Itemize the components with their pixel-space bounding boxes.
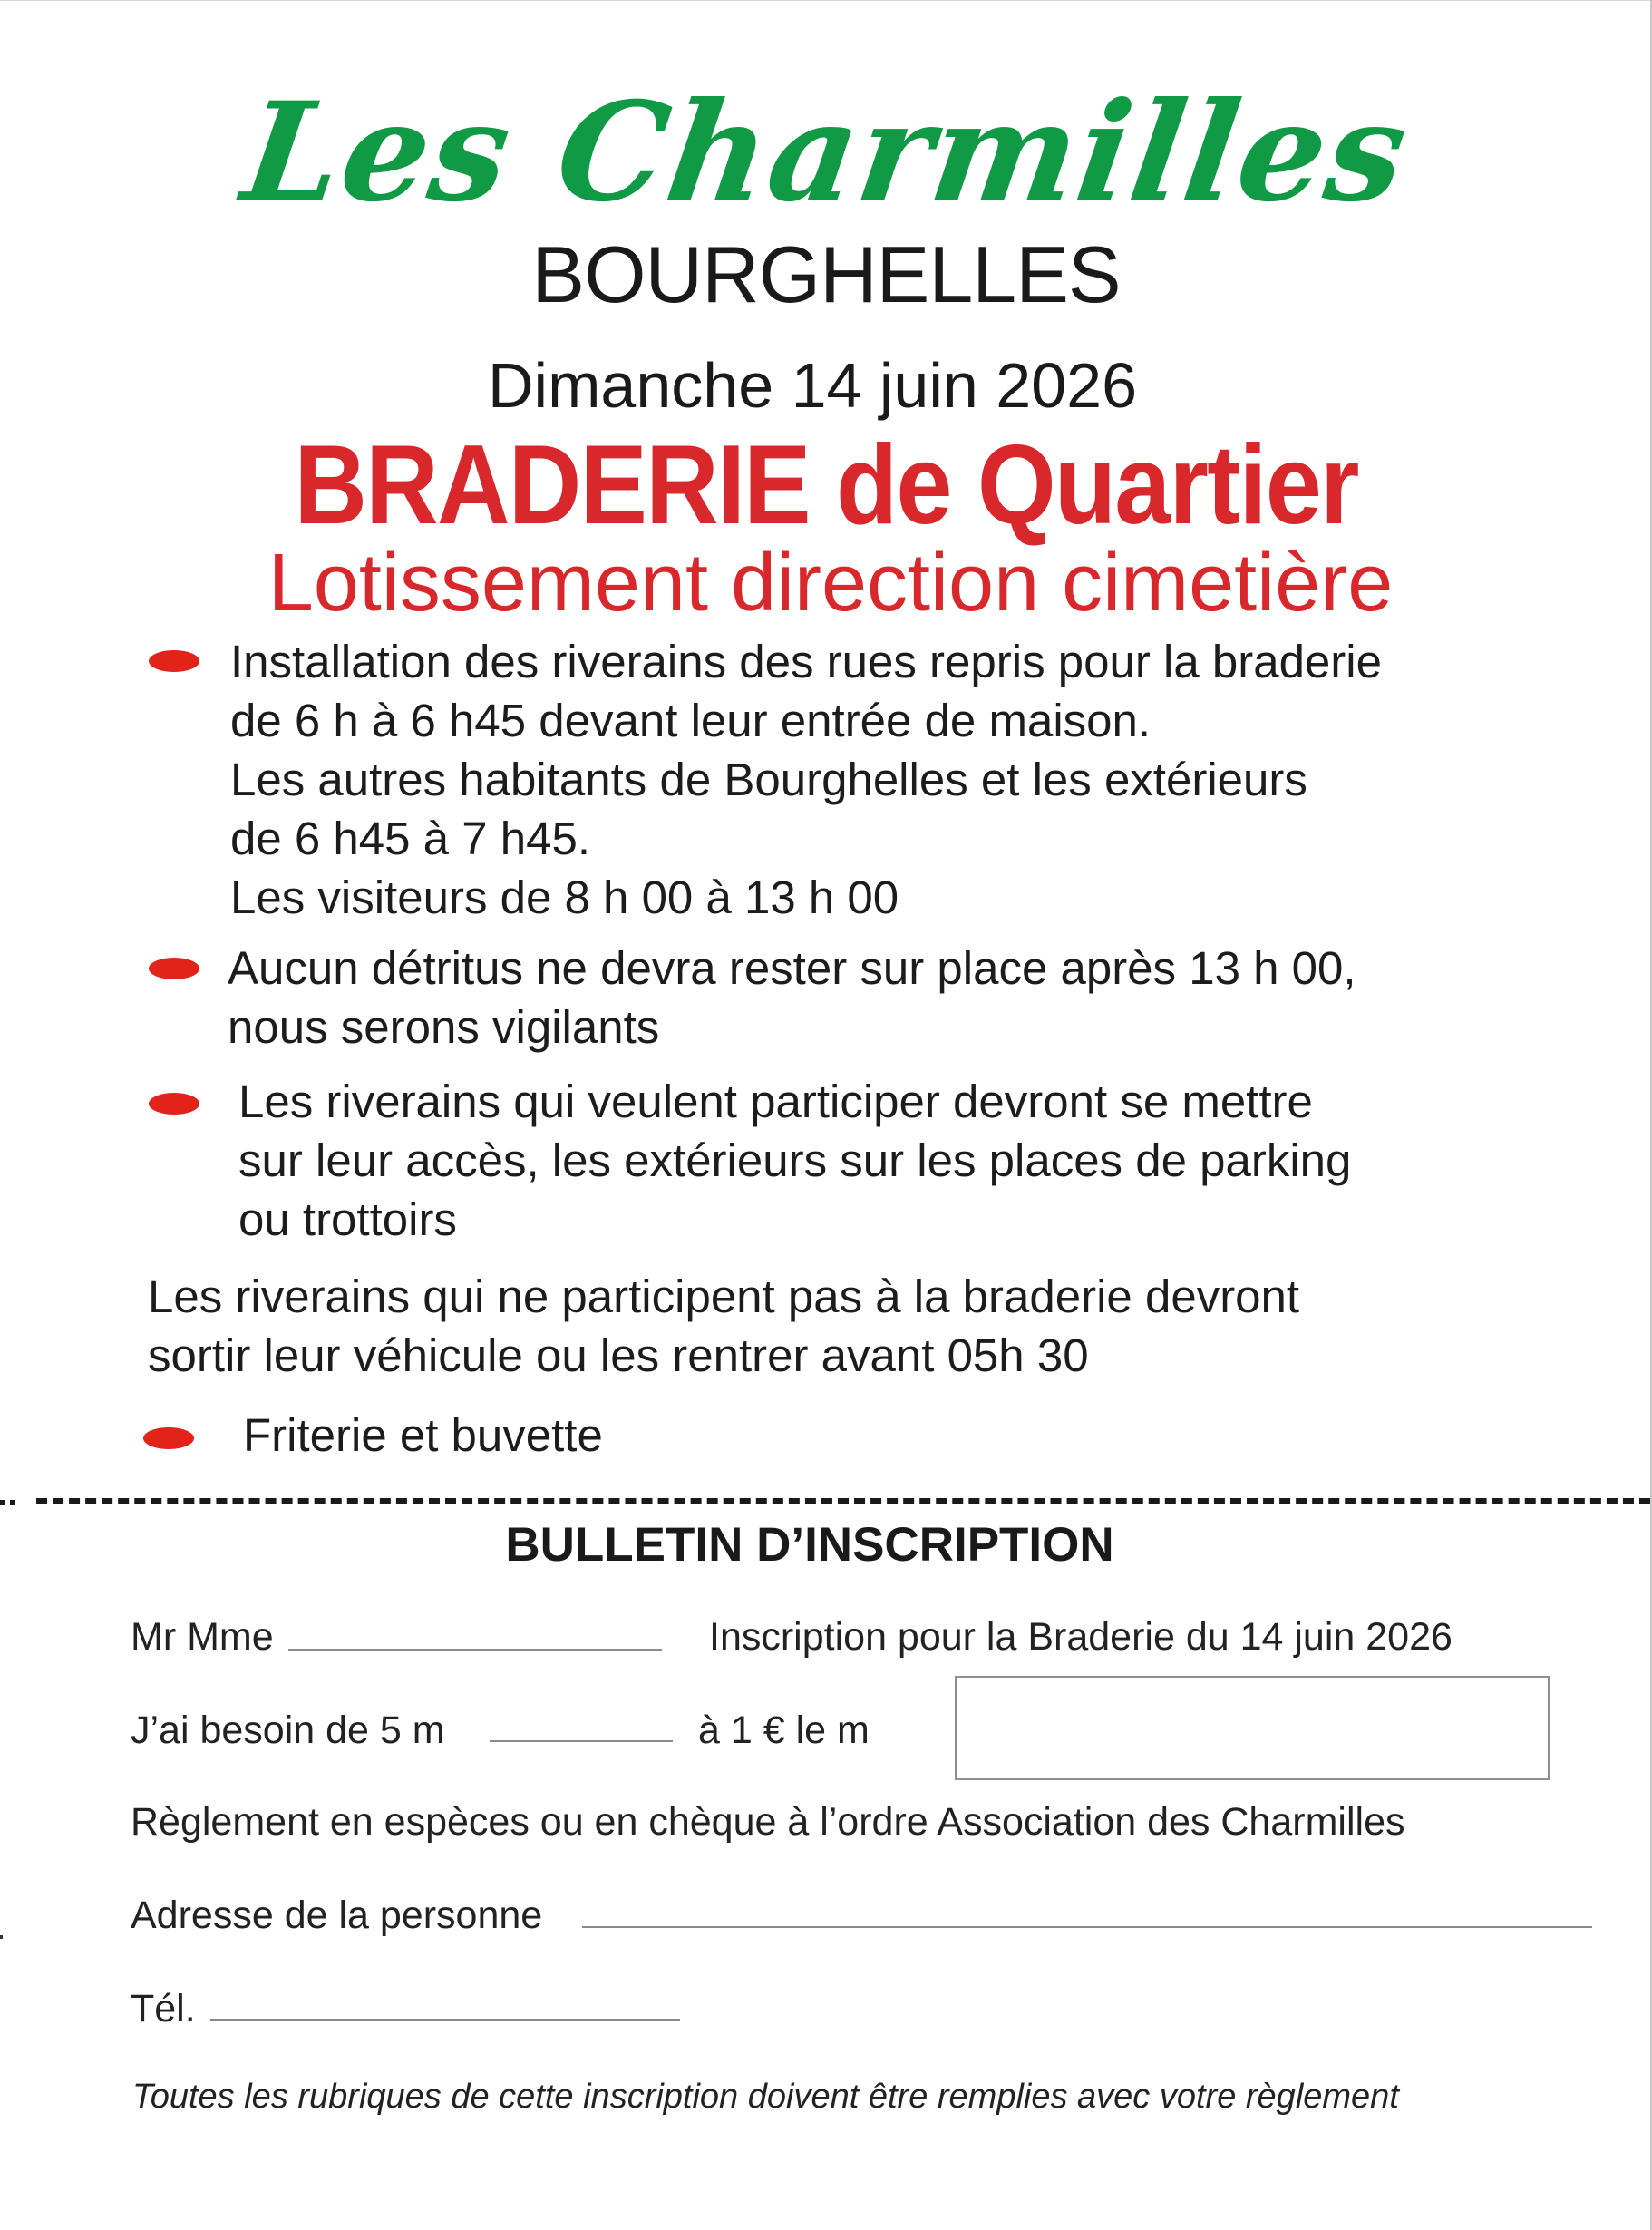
amount-box[interactable] [955,1676,1550,1780]
info-line: nous serons vigilants [228,1001,660,1053]
meters-field[interactable] [490,1740,673,1742]
price-label: à 1 € le m [698,1709,870,1752]
bullet-dot-icon [149,958,199,979]
bullet-dot-icon [143,1427,194,1449]
inscription-text: Inscription pour la Braderie du 14 juin 2026 [709,1615,1453,1659]
info-paragraph-line: Les riverains qui ne participent pas à la braderie devront [148,1271,1300,1322]
cut-line-start [0,1500,16,1505]
name-label: Mr Mme [131,1615,274,1659]
address-field[interactable] [582,1926,1592,1928]
info-line: Aucun détritus ne devra rester sur place après 13 h 00, [228,942,1356,994]
name-field[interactable] [288,1649,662,1651]
info-line: Friterie et buvette [243,1409,603,1461]
event-date: Dimanche 14 juin 2026 [487,350,1138,421]
town-name: BOURGHELLES [531,229,1121,319]
info-line: Les autres habitants de Bourghelles et les extérieurs [230,754,1307,805]
payment-text: Règlement en espèces ou en chèque à l’ordre Association des Charmilles [131,1800,1405,1844]
event-location: Lotissement direction cimetière [267,538,1394,628]
margin-mark [0,1935,3,1939]
event-headline: BRADERIE de Quartier [294,423,1358,548]
need-label: J’ai besoin de 5 m [131,1709,445,1752]
bullet-dot-icon [149,650,199,672]
info-line: Installation des riverains des rues repris pour la braderie [230,636,1382,687]
page-top-edge [0,0,1652,1]
form-footer-note: Toutes les rubriques de cette inscription doivent être remplies avec votre règlement [132,2078,1399,2116]
bullet-dot-icon [149,1093,199,1115]
cut-here-dashed-line [36,1498,1650,1504]
address-label: Adresse de la personne [131,1894,543,1937]
info-line: de 6 h45 à 7 h45. [230,813,591,864]
association-title: Les Charmilles [234,73,1418,232]
info-paragraph-line: sortir leur véhicule ou les rentrer avant 05h 30 [148,1329,1089,1381]
form-title: BULLETIN D’INSCRIPTION [505,1518,1114,1572]
info-line: ou trottoirs [238,1193,457,1245]
phone-field[interactable] [210,2019,680,2021]
info-line: Les visiteurs de 8 h 00 à 13 h 00 [230,872,899,923]
info-line: sur leur accès, les extérieurs sur les places de parking [238,1134,1352,1186]
info-line: de 6 h à 6 h45 devant leur entrée de maison. [230,695,1152,746]
phone-label: Tél. [131,1987,196,2030]
info-line: Les riverains qui veulent participer devront se mettre [238,1076,1313,1127]
